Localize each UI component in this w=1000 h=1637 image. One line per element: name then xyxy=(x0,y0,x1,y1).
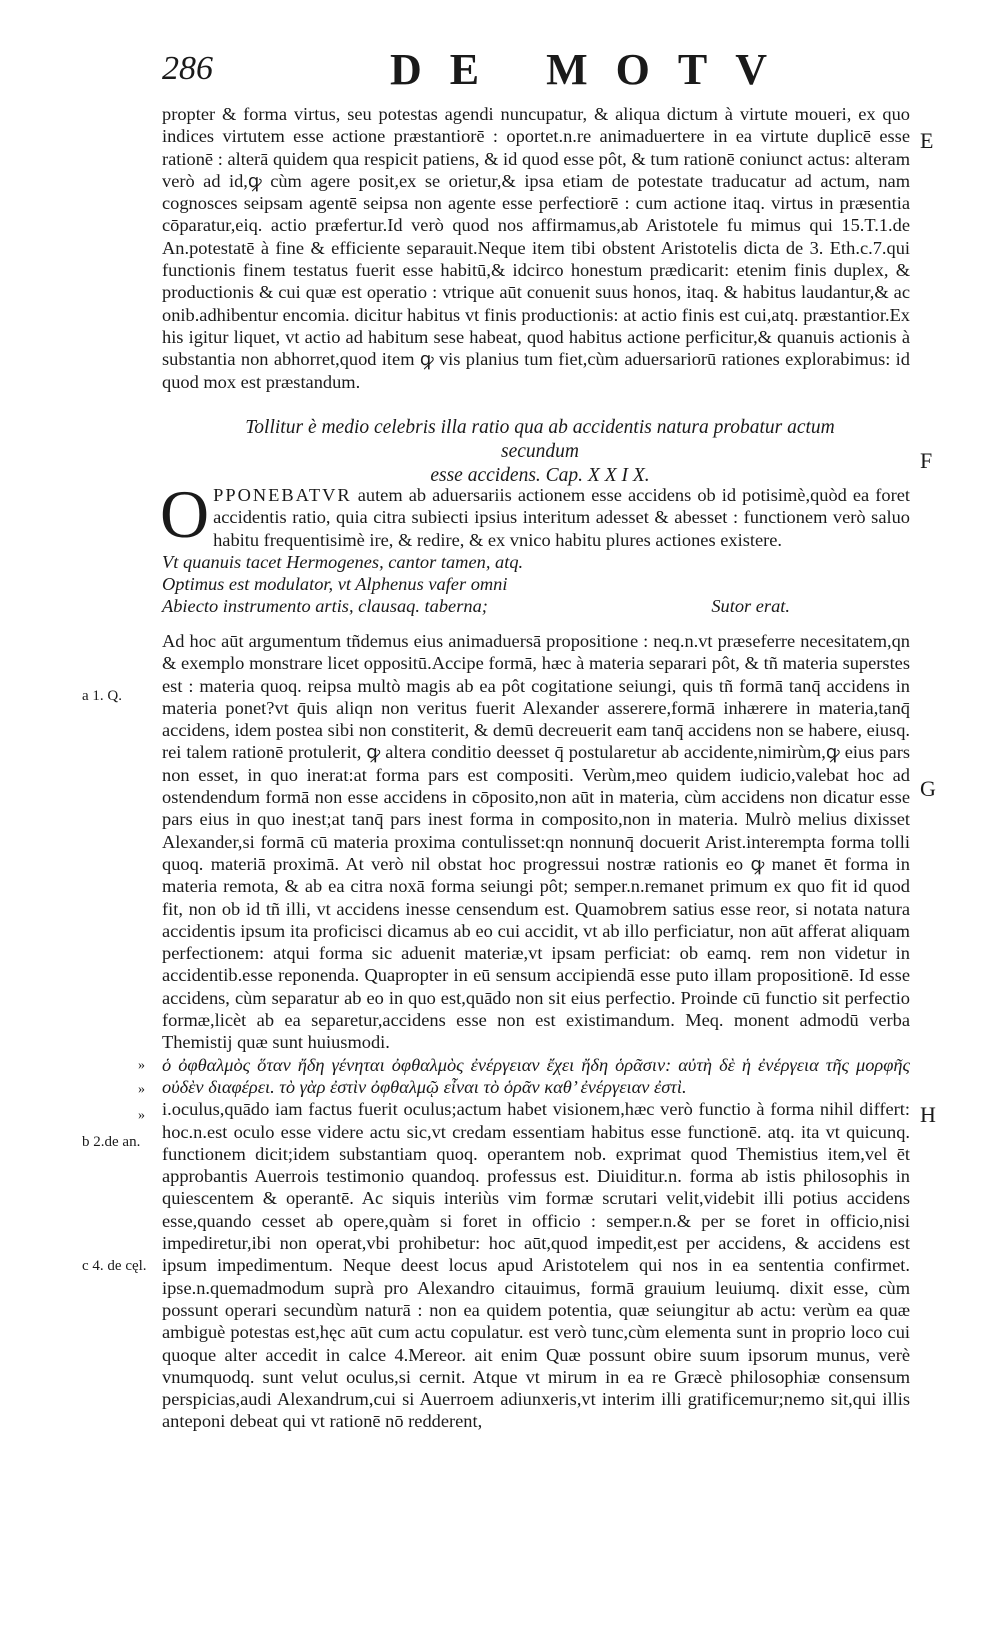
margin-quote-mark: » xyxy=(138,1108,145,1123)
margin-note: b 2.de an. xyxy=(82,1134,141,1150)
text-block-chapter-opening xyxy=(160,476,910,618)
margin-letter-f: F xyxy=(920,448,933,473)
margin-quote-mark: » xyxy=(138,1082,145,1097)
paragraph-text: autem ab aduersariis actionem esse accidens ob id potisimè,quòd ea foret accidentis ratio, quia citra subiecti ipsius interitum adesset & abesset : functionem verò saluo habitu frequentisimè ire, & redire, & ex vnico habitu plures actiones existere. xyxy=(213,485,910,550)
paragraph: i.oculus,quādo iam factus fuerit oculus;actum habet visionem,hæc verò functio à forma nihil differt: hoc.n.est oculo esse videre actu sic,vt credam essentiam habitus esse functionē. atq. ita vt quicunq. functionem dicit;idem substantiam quoq. operantem nob. exprimat quod Themistius item,vel ēt approbantis Auerrois testimonio quandoq. professus est. Diuiditur.n. forma ab istis philosophis in quiescentem & operantē. Ac siquis interiùs vim formæ scrutari velit,videbit illi potius accidens esse,quando cesset ab opere,quàm si foret in officio : semper.n.& per se foret in officio,nisi impediretur,ibi non operat,vbi prohibetur: hoc aūt,quod impedit,est per accidens, & accidens est ipsum impedimentum. Neque deest locus apud Aristotelem qui nos in ea sententia confirmet. ipse.n.quemadmodum suprà pro Alexandro citauimus, formā grauium leuiumq. dixit esse, cùm possunt operari secundùm naturā : non ea quidem potentia, quæ seiungitur ab actu: verùm ea quæ ambiguè potestas est,hęc aūt cum actu copulatur. est verò tunc,cùm elementa sunt in proprio loco cui quoque alter accedit in calce 4.Mereor. ait enim Quæ possunt obire suum ipsorum munus, verè vnumquodq. sunt velut oculus,si cernit. Atque vt mirum in ea re Græcè philosophiæ consensum perspicias,audi Alexandrum,cui si Auerroem adiunxeris,vt interim illi gratificemur;nemo sit,qui illis anteponi debeat qui vt rationē nō redderent, xyxy=(162,1099,910,1432)
paragraph: Ad hoc aūt argumentum tñdemus eius animaduersā propositione : neq.n.vt præseferre necesitatem,qn & exemplo monstrare licet oppositū.Accipe formā, hæc à materia separari pôt, & tñ materia superstes est : materia quoq. reipsa multò magis ab ea pôt cogitatione seiungi, quis tñ formā tanq̄ accidens in materia ponet?vt q̄uis aliqn non veritus fuerit Alexander asserere,formā inhærere in materia,tanq̄ accidens, idem postea sibi non constiterit, & demū decreuerit eam tanq̄ accidens non se habere, eiusq. rei talem rationē protulerit, ꝙ altera conditio deesset q̄ postularetur ab accidente,nimirùm,ꝙ eius pars non esset, in quo inerat:at forma pars est compositi. Verùm,meo quidem iudicio,valebat hoc ad ostendendum formā non esse accidens in cōposito,non aūt in materia, cùm accidens non dicatur esse pars eius in quo inest;at tanq̄ pars inest forma in composito,non in materia. Mulrò melius dixisset Alexander,si formā cū materia proxima contulisset:qn nonnunq̄ docuerit Arist.interempta forma tolli quoq. materiā proximā. At verò nil obstat hoc progressui nostræ rationis eo ꝙ manet ēt forma in materia remota, & ab ea citra noxā forma seiungi pôt; semper.n.remanet primum ex quo fit id quod fit, non ob id tñ illi, vt accidens inesse censendum est. Quamobrem satius esse reor, si notata natura accidentis ipsum ita proficisci dicamus ab eo cui accidit, vt ab illo perficiatur, non aūt afferat aliquam perfectionem: atqui forma sic aduenit materiæ,vt ipsam perficiat: ob eamq. rem non videtur in accidentib.esse reponenda. Quapropter in eū sensum accipiendā esse puto illam propositionē. Id esse accidens, cùm separatur ab eo in quo est,quādo non sit eius perfectio. Proinde cū functio sit perfectio formæ,licèt ab ea separetur,accidens esse non est existimandum. Meq. monent admodū verba Themistij quæ sunt huiusmodi. xyxy=(162,631,910,1053)
running-title: DE MOTV xyxy=(390,45,795,94)
margin-note: c 4. de cęl. xyxy=(82,1258,147,1274)
chapter-heading xyxy=(220,416,860,488)
chapter-heading-line: esse accidens. Cap. X X I X. xyxy=(430,465,650,486)
margin-quote-mark: » xyxy=(138,1058,145,1073)
verse-attribution: Sutor erat. xyxy=(711,596,790,617)
margin-note: a 1. Q. xyxy=(82,688,122,704)
text-block-main xyxy=(162,630,910,1433)
verse-line xyxy=(162,595,910,617)
verse-line: Optimus est modulator, vt Alphenus vafer omni xyxy=(162,574,508,595)
margin-letter-e: E xyxy=(920,128,934,153)
verse-line: Vt quanuis tacet Hermogenes, cantor tamen, atq. xyxy=(162,551,524,572)
paragraph xyxy=(160,476,910,552)
chapter-heading-line: Tollitur è medio celebris illa ratio qua ab accidentis natura probatur actum secundum xyxy=(245,417,835,462)
drop-cap: O xyxy=(160,476,210,552)
text-block-top xyxy=(162,103,910,393)
small-caps-opening: PPONEBATVR xyxy=(213,485,352,505)
verse-text: Abiecto instrumento artis, clausaq. taberna; xyxy=(162,596,488,617)
paragraph: propter & forma virtus, seu potestas agendi nuncupatur, & aliqua dictum à virtute moueri, ex quo indices virtutem esse actione præstantiorē : oportet.n.re animaduertere in ea virtute duplicē esse rationē : alterā quidem qua respicit patiens, & id quod esse pôt, & tum rationē coniunct actus: alteram verò ad id,ꝙ cùm agere posit,ex se orietur,& ipsa etiam de potestate traducatur ad actum, nam cognosces seipsam agentē seipsa non agente esse perfectiorē : cum actione itaq. virtus in præsentia cōparatur,eiq. actio præfertur.Id verò quod nos affirmamus,ab Aristotele fu mimus qui 15.T.1.de An.potestatē à fine & efficiente separauit.Neque item tibi obstent Aristotelis dicta de 3. Eth.c.7.qui functionis finem testatus fuerit esse habitū,& idcirco honestum prædicarit: etenim finis duplex, & productionis & cui quæ est operatio : vtrique aūt conuenit suus honos, itaq. & habitus laudantur,& ac onib.adhibentur encomia. dicitur habitus vt finis productionis: at actio finis est cui,atq. præstantior.Ex his igitur liquet, vt actio ad habitum sese habeat, quod habitus actione perficitur,& quanuis actionis à substantia non abhorret,quod item ꝙ vis planius tum fiet,cùm aduersariorū rationes explorabimus: id quod mox est præstandum. xyxy=(162,104,910,392)
page-number: 286 xyxy=(162,50,213,87)
margin-letter-g: G xyxy=(920,776,936,801)
greek-quotation: ὁ ὀφθαλμὸς ὅταν ἤδη γένηται ὀφθαλμὸς ἐνέργειαν ἔχει ἤδη ὁρᾶσιν: αὐτὴ δὲ ἡ ἐνέργεια τῆς μορφῆς οὐδὲν διαφέρει. τὸ γὰρ ἐστὶν ὀφθαλμῷ εἶναι τὸ ὁρᾶν καθ’ ἐνέργειαν ἐστὶ. xyxy=(162,1054,910,1097)
margin-letter-h: H xyxy=(920,1102,936,1127)
